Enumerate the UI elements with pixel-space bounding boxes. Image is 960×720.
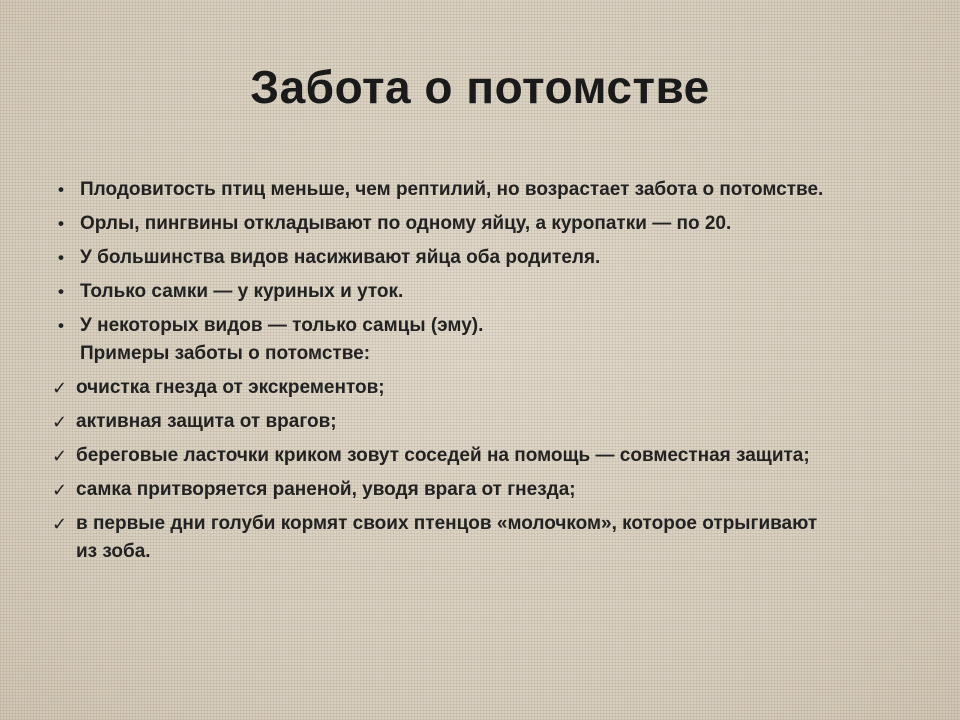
check-text: очистка гнезда от экскрементов;	[76, 377, 385, 398]
bullet-text: У некоторых видов — только самцы (эму).	[80, 315, 484, 336]
slide-title: Забота о потомстве	[250, 61, 710, 113]
bullet-text: Орлы, пингвины откладывают по одному яйцу, а куропатки — по 20.	[80, 213, 732, 234]
check-item	[52, 510, 836, 566]
check-item	[52, 442, 836, 470]
checkmark-icon: ✓	[52, 514, 68, 534]
checkmark-icon: ✓	[52, 412, 68, 432]
bullet-item	[56, 176, 836, 204]
check-item	[52, 476, 836, 504]
bullet-marker: •	[58, 180, 64, 199]
checkmark-icon: ✓	[52, 378, 68, 398]
check-text: активная защита от врагов;	[76, 411, 337, 432]
checkmark-icon: ✓	[52, 480, 68, 500]
bullet-marker: •	[58, 282, 64, 301]
bullet-subtext: Примеры заботы о потомстве:	[80, 343, 371, 364]
bullet-text: Плодовитость птиц меньше, чем рептилий, но возрастает забота о потомстве.	[80, 179, 824, 200]
bullet-item	[56, 312, 836, 368]
bullet-item	[56, 210, 836, 238]
slide-content	[52, 176, 836, 572]
bullet-marker: •	[58, 248, 64, 267]
bullet-item	[56, 278, 836, 306]
bullet-text: Только самки — у куриных и уток.	[80, 281, 404, 302]
check-item	[52, 408, 836, 436]
check-text: береговые ласточки криком зовут соседей на помощь — совместная защита;	[76, 445, 810, 466]
bullet-marker: •	[58, 214, 64, 233]
check-text: в первые дни голуби кормят своих птенцов «молочком», которое отрыгивают из зоба.	[76, 513, 818, 562]
bullet-marker: •	[58, 316, 64, 335]
bullet-text: У большинства видов насиживают яйца оба родителя.	[80, 247, 601, 268]
check-text: самка притворяется раненой, уводя врага от гнезда;	[76, 479, 576, 500]
check-item	[52, 374, 836, 402]
checkmark-icon: ✓	[52, 446, 68, 466]
bullet-item	[56, 244, 836, 272]
